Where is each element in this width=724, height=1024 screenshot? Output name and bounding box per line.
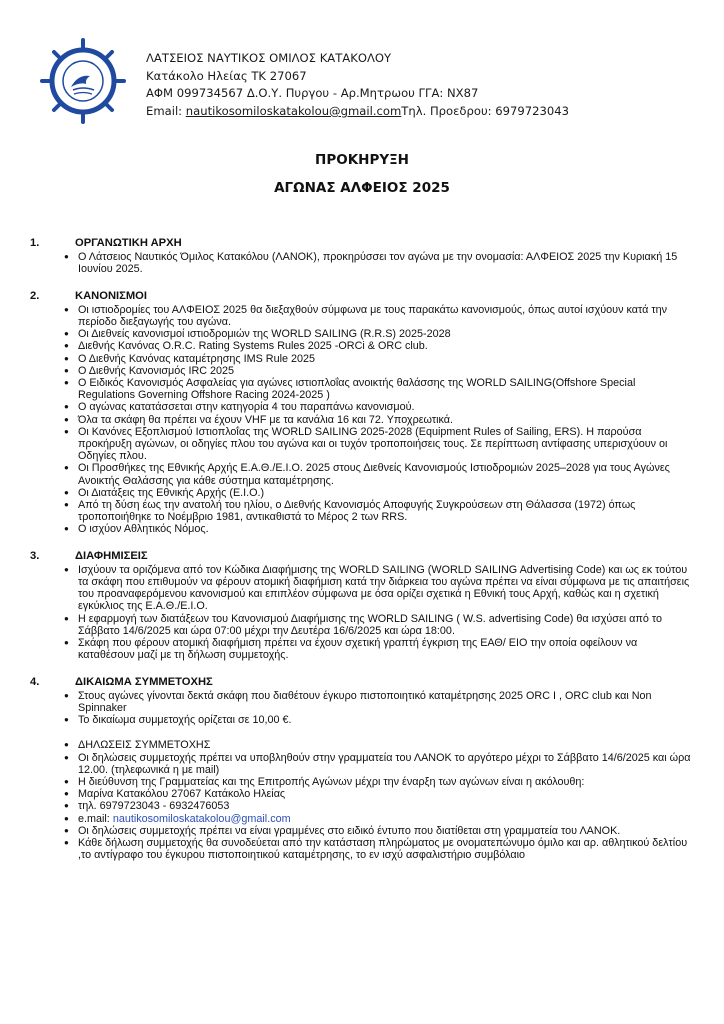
list-item: ● Ο Διεθνής Κανόνας καταμέτρησης IMS Rule 2025 xyxy=(64,353,695,365)
section-number: 4. xyxy=(30,675,40,688)
list-item-email xyxy=(64,813,695,825)
list-item: ● Η διεύθυνση της Γραμματείας και της Επιτροπής Αγώνων μέχρι την έναρξη των αγώνων είναι η ακόλουθη: xyxy=(64,776,695,788)
org-phone: Τηλ. Προεδρου: 6979723043 xyxy=(401,103,570,118)
org-address: Κατάκολο Ηλείας ΤΚ 27067 xyxy=(146,68,307,83)
list-item: ● Ο αγώνας κατατάσσεται στην κατηγορία 4 του παραπάνω κανονισμού. xyxy=(64,401,695,413)
list-item: ● Μαρίνα Κατακόλου 27067 Κατάκολο Ηλείας xyxy=(64,788,695,800)
page-title: ΠΡΟΚΗΡΥΞΗ xyxy=(315,152,409,168)
section-list xyxy=(30,251,695,275)
list-item: ● Ο Διεθνής Κανονισμός IRC 2025 xyxy=(64,365,695,377)
org-email-link[interactable]: nautikosomiloskatakolou@gmail.com xyxy=(185,103,402,118)
section-rules xyxy=(30,290,695,536)
list-item: ● Από τη δύση έως την ανατολή του ηλίου, ο Διεθνής Κανονισμός Αποφυγής Συγκρούσεων στη Θάλασσα (1972) όπως τροποποιήθηκε το Νοέμβριο 1981, αντικαθιστά το Μέρος 2 των RRS. xyxy=(64,499,695,523)
secretariat-email-link[interactable]: nautikosomiloskatakolou@gmail.com xyxy=(112,812,291,825)
list-item: ● Οι Διεθνείς κανονισμοί ιστιοδρομιών της WORLD SAILING (R.R.S) 2025-2028 xyxy=(64,328,695,340)
document-body xyxy=(30,237,695,875)
list-item: ● Όλα τα σκάφη θα πρέπει να έχουν VHF με τα κανάλια 16 και 72. Υποχρεωτικά. xyxy=(64,414,695,426)
section-title: ΔΙΑΦΗΜΙΣΕΙΣ xyxy=(75,549,148,562)
list-item: ● Οι δηλώσεις συμμετοχής πρέπει να είναι γραμμένες στο ειδικό έντυπο που διατίθεται στη γραμματεία του ΛΑΝΟΚ. xyxy=(64,825,695,837)
organization-header xyxy=(146,50,569,120)
list-item: ● Το δικαίωμα συμμετοχής ορίζεται σε 10,00 €. xyxy=(64,714,695,726)
section-heading xyxy=(30,550,695,562)
list-item: ● Η εφαρμογή των διατάξεων του Κανονισμού Διαφήμισης της WORLD SAILING ( W.S. advertising Code) θα ισχύσει από το Σάββατο 14/6/2025 και ώρα 07:00 μέχρι την Δευτέρα 16/6/2025 και ώρα 18:00. xyxy=(64,613,695,637)
entries-subheading: ● ΔΗΛΩΣΕΙΣ ΣΥΜΜΕΤΟΧΗΣ xyxy=(64,739,695,751)
page-subtitle: ΑΓΩΝΑΣ ΑΛΦΕΙΟΣ 2025 xyxy=(274,180,450,196)
club-logo xyxy=(40,38,126,124)
list-item: ● Κάθε δήλωση συμμετοχής θα συνοδεύεται από την κατάσταση πληρώματος με ονοματεπώνυμο όμιλο και αρ. αθλητικού δελτίου ,το αντίγραφο του έγκυρου πιστοποιητικού καταμέτρησης, το εν ισχύ ασφαλιστήριο συμβόλαιο xyxy=(64,837,695,861)
section-number: 1. xyxy=(30,237,40,249)
list-item: ● Οι ιστιοδρομίες του ΑΛΦΕΙΟΣ 2025 θα διεξαχθούν σύμφωνα με τους παρακάτω κανονισμούς, όπως αυτοί ισχύουν κατά την περίοδο διεξαγωγής του αγώνα. xyxy=(64,304,695,328)
section-list xyxy=(30,304,695,536)
section-organizing-authority xyxy=(30,237,695,276)
list-item: ● Διεθνής Κανόνας O.R.C. Rating Systems Rules 2025 -ORCi & ORC club. xyxy=(64,340,695,352)
org-name: ΛΑΤΣΕΙΟΣ ΝΑΥΤΙΚΟΣ ΟΜΙΛΟΣ ΚΑΤΑΚΟΛΟΥ xyxy=(146,51,392,65)
email-prefix: e.mail: xyxy=(78,812,113,825)
list-item: ● Οι Διατάξεις της Εθνικής Αρχής (Ε.Ι.Ο.) xyxy=(64,487,695,499)
section-list xyxy=(30,564,695,662)
ship-wheel-icon xyxy=(40,38,126,124)
list-item: ● Οι Κανόνες Εξοπλισμού Ιστιοπλοΐας της WORLD SAILING 2025-2028 (Equipment Rules of Sailing, ERS). Η παρούσα προκήρυξη αγώνων, οι οδηγίες πλου του αγώνα και οι τυχόν τροποποιήσεις τους. Σε περίπτωση αντίφασης υπερισχύουν οι Οδηγίες πλου. xyxy=(64,426,695,463)
list-item: ● Στους αγώνες γίνονται δεκτά σκάφη που διαθέτουν έγκυρο πιστοποιητικό καταμέτρησης 2025 ORC I , ORC club και Non Spinnaker xyxy=(64,690,695,714)
section-title: ΔΙΚΑΙΩΜΑ ΣΥΜΜΕΤΟΧΗΣ xyxy=(75,675,213,688)
list-item: ● Ο Ειδικός Κανονισμός Ασφαλείας για αγώνες ιστιοπλοΐας ανοικτής θαλάσσης της WORLD SAILING(Offshore Special Regulations Governing Offshore Racing 2024-2025 ) xyxy=(64,377,695,401)
section-heading xyxy=(30,676,695,688)
section-heading xyxy=(30,290,695,302)
section-title: ΚΑΝΟΝΙΣΜΟΙ xyxy=(75,289,147,302)
org-tax-line: ΑΦΜ 099734567 Δ.Ο.Υ. Πυργου - Αρ.Μητρωου ΓΓΑ: ΝΧ87 xyxy=(146,86,479,101)
list-item: ● Ισχύουν τα οριζόμενα από τον Κώδικα Διαφήμισης της WORLD SAILING (WORLD SAILING Advertising Code) και ως εκ τούτου τα σκάφη που επιθυμούν να φέρουν ατομική διαφήμιση κατά την διάρκεια του αγώνα πρέπει να είναι σύμφωνα με τις απαιτήσεις του προαναφερόμενου κανονισμού και επιπλέον σύμφωνα με όσα ορίζει σχετικά η Εθνική τους Αρχή, καθώς και η σχετική εγκύκλιος της Ε.Α.Θ./Ε.Ι.Ο. xyxy=(64,564,695,613)
email-label: Email: xyxy=(146,103,186,118)
section-advertising xyxy=(30,550,695,662)
section-list xyxy=(30,690,695,862)
list-item: ● Σκάφη που φέρουν ατομική διαφήμιση πρέπει να έχουν σχετική γραπτή έγκριση της ΕΑΘ/ ΕΙΟ την οποία οφείλουν να καταθέσουν μαζί με τη δήλωση συμμετοχής. xyxy=(64,637,695,661)
org-contact-line xyxy=(146,103,569,121)
section-heading xyxy=(30,237,695,249)
list-item: ● Οι Προσθήκες της Εθνικής Αρχής Ε.Α.Θ./Ε.Ι.Ο. 2025 στους Διεθνείς Κανονισμούς Ιστιοδρομιών 2025–2028 για τους Αγώνες Ανοικτής Θαλάσσης για κάθε σύστημα καταμέτρησης. xyxy=(64,462,695,486)
list-item: ● Ο ισχύον Αθλητικός Νόμος. xyxy=(64,523,695,535)
section-eligibility xyxy=(30,676,695,862)
list-item: ● Οι δηλώσεις συμμετοχής πρέπει να υποβληθούν στην γραμματεία του ΛΑΝΟΚ το αργότερο μέχρι το Σάββατο 14/6/2025 και ώρα 12.00. (τηλεφωνικά η με mail) xyxy=(64,752,695,776)
list-item: ● τηλ. 6979723043 - 6932476053 xyxy=(64,800,695,812)
section-number: 3. xyxy=(30,549,40,562)
list-item: ● Ο Λάτσειος Ναυτικός Όμιλος Κατακόλου (ΛΑΝΟΚ), προκηρύσσει τον αγώνα με την ονομασία: ΑΛΦΕΙΟΣ 2025 την Κυριακή 15 Ιουνίου 2025. xyxy=(64,251,695,275)
section-title: ΟΡΓΑΝΩΤΙΚΗ ΑΡΧΗ xyxy=(75,237,182,249)
section-number: 2. xyxy=(30,289,40,302)
